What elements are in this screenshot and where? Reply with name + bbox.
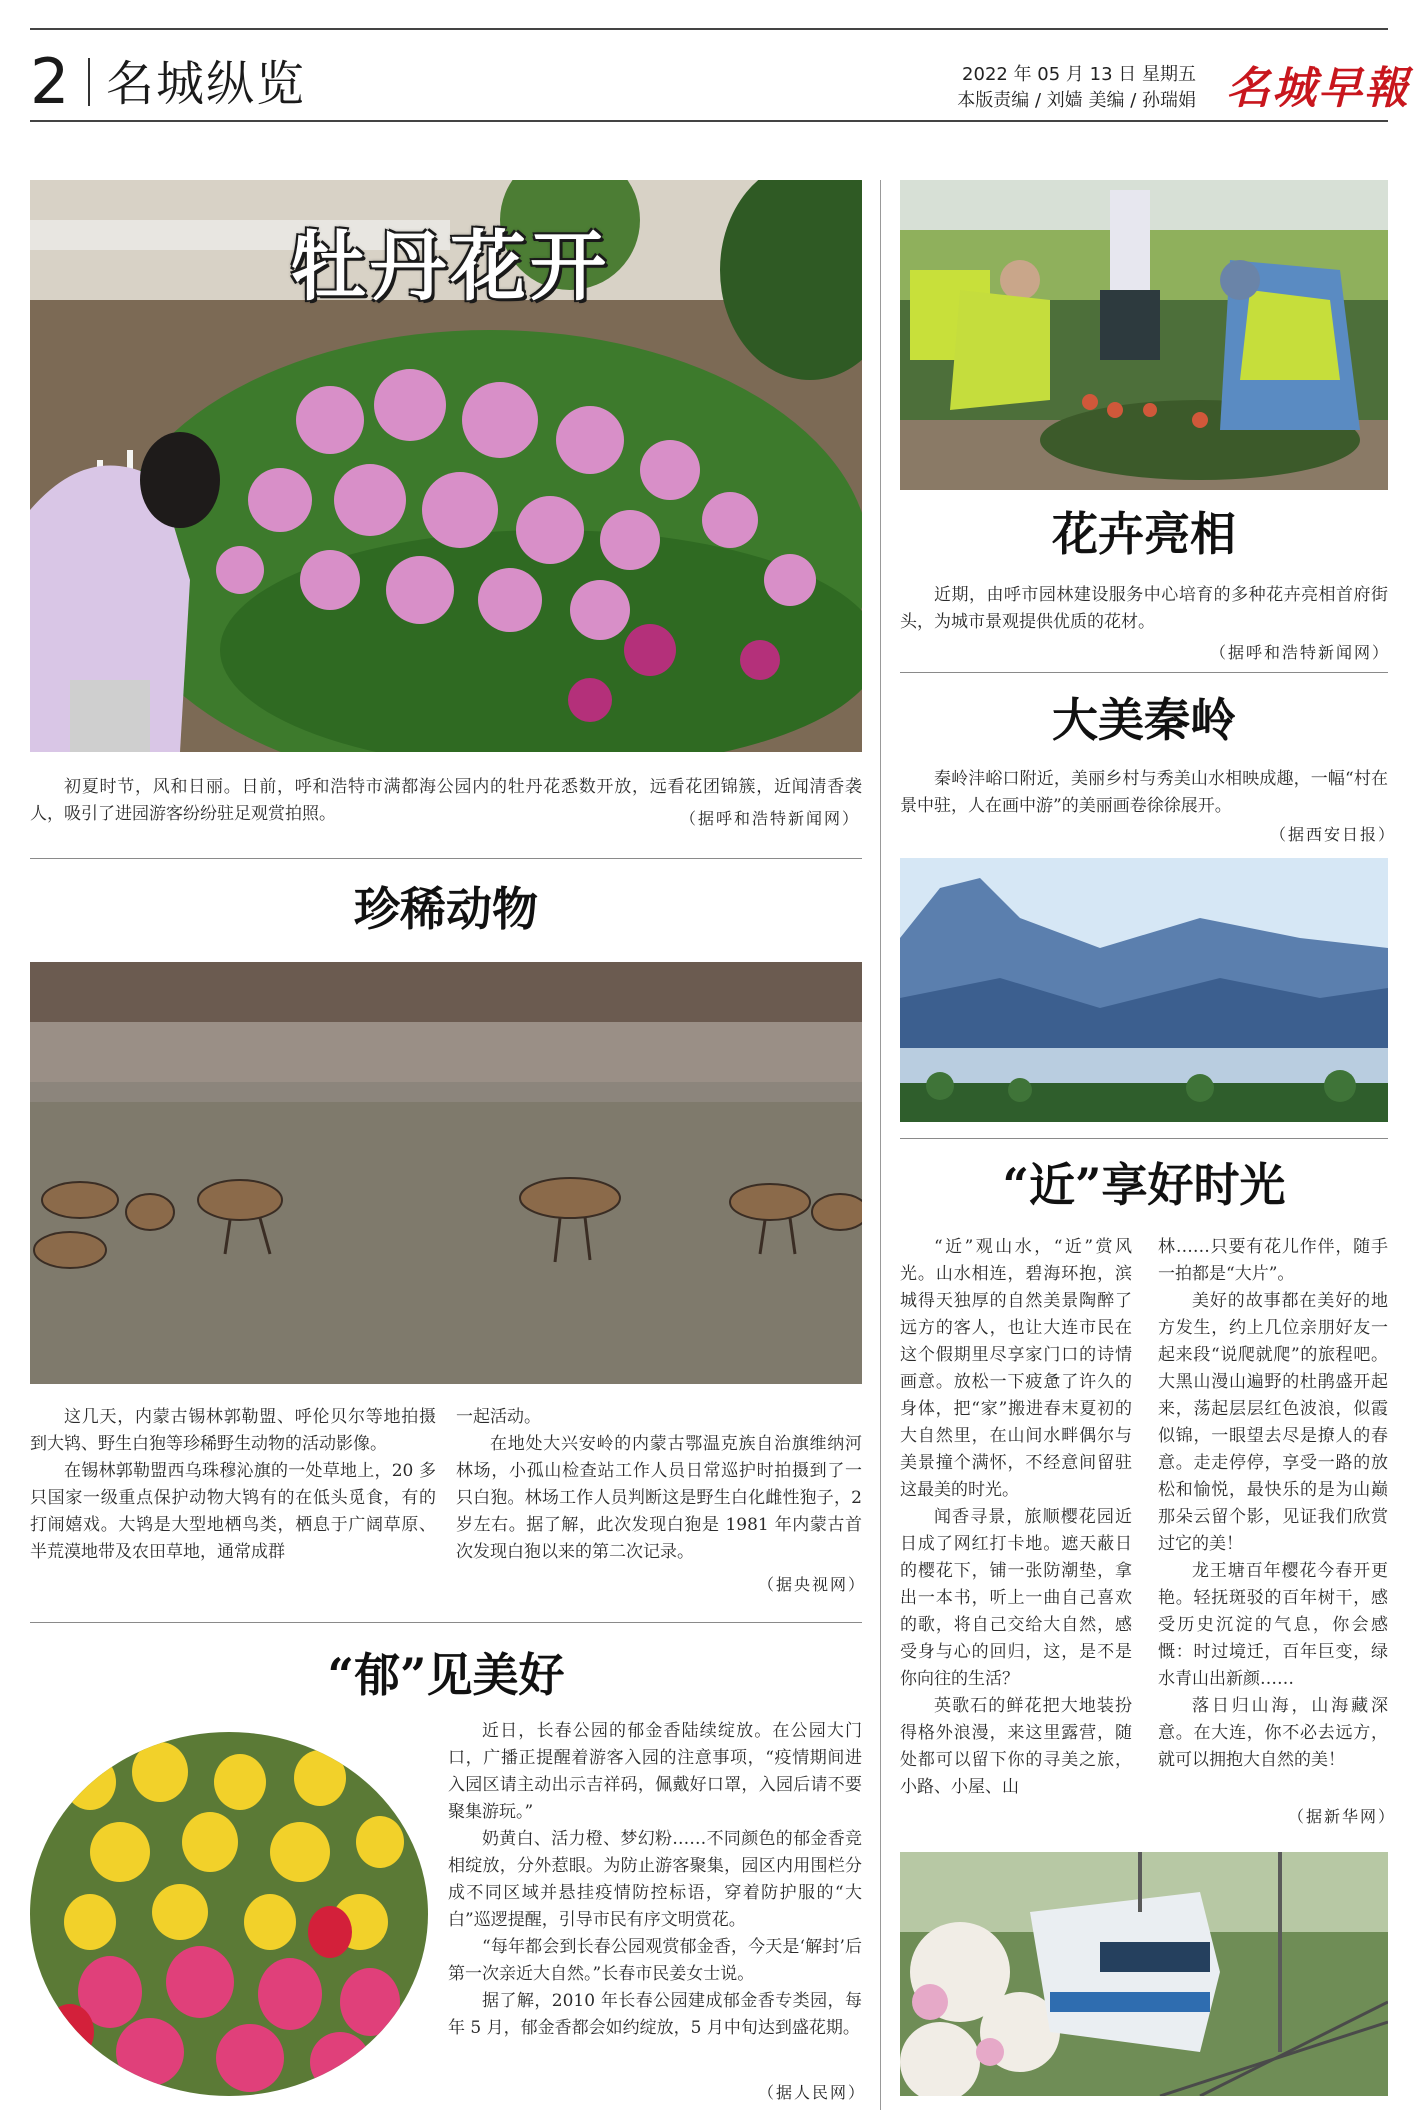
dalian-credit: （据新华网） <box>1288 1807 1397 1826</box>
dateline <box>957 62 1196 114</box>
dalian-paragraph: 美好的故事都在美好的地方发生，约上几位亲朋好友一起来段“说爬就爬”的旅程吧。大黑山漫山遍野的杜鹃盛开起来，荡起层层红色波浪，似霞似锦，一眼望去尽是撩人的春意。走走停停，享受一路的放松和愉悦，最快乐的是为山巅那朵云留个影，见证我们欣赏过它的美！ <box>1158 1291 1388 1554</box>
column-divider <box>880 180 881 2110</box>
top-rule <box>30 28 1388 30</box>
flowers-bottom-rule <box>900 672 1388 673</box>
rare-headline: 珍稀动物 <box>354 882 538 936</box>
qinling-photo <box>900 858 1388 1122</box>
tulip-paragraph: “每年都会到长春公园观赏郁金香，今天是‘解封’后第一次亲近大自然。”长春市民姜女士说。 <box>448 1937 862 1984</box>
flowers-credit: （据呼和浩特新闻网） <box>1210 643 1391 662</box>
editor-credits: 本版责编 / 刘嫱 美编 / 孙瑞娟 <box>957 90 1196 111</box>
dalian-paragraph: 林……只要有花儿作伴，随手一拍都是“大片”。 <box>1158 1237 1388 1284</box>
flowers-body <box>900 582 1388 636</box>
peony-overlay-title: 牡丹花开 <box>290 222 610 311</box>
tulip-credit: （据人民网） <box>758 2083 867 2102</box>
qinling-bottom-rule <box>900 1138 1388 1139</box>
dalian-headline: “近”享好时光 <box>1002 1158 1286 1212</box>
rare-paragraph: 在地处大兴安岭的内蒙古鄂温克族自治旗维纳河林场，小孤山检查站工作人员日常巡护时拍摄到了一只白狍。林场工作人员判断这是野生白化雌性狍子，2 岁左右。据了解，此次发现白狍是 1981 年内蒙古首次发现白狍以来的第二次记录。 <box>456 1434 862 1562</box>
rare-col-1 <box>30 1404 436 1566</box>
qinling-credit: （据西安日报） <box>1270 825 1397 844</box>
gardeners-photo <box>900 180 1388 490</box>
dalian-paragraph: 龙王塘百年樱花今春开更艳。轻抚斑驳的百年树干，感受历史沉淀的气息，你会感慨：时过境迁，百年巨变，绿水青山出新颜…… <box>1158 1561 1388 1689</box>
tulip-headline: “郁”见美好 <box>327 1648 565 1702</box>
masthead-divider <box>88 58 90 106</box>
peony-bottom-rule <box>30 858 862 859</box>
flowers-paragraph: 近期，由呼市园林建设服务中心培育的多种花卉亮相首府街头，为城市景观提供优质的花材。 <box>900 585 1388 632</box>
rare-credit: （据央视网） <box>758 1575 867 1594</box>
rare-paragraph: 在锡林郭勒盟西乌珠穆沁旗的一处草地上，20 多只国家一级重点保护动物大鸨有的在低头觅食，有的打闹嬉戏。大鸨是大型地栖鸟类，栖息于广阔草原、半荒漠地带及农田草地，通常成群 <box>30 1461 436 1562</box>
qinling-body <box>900 766 1388 820</box>
dalian-paragraph: 闻香寻景，旅顺樱花园近日成了网红打卡地。遮天蔽日的樱花下，铺一张防潮垫，拿出一本书，听上一曲自己喜欢的歌，将自己交给大自然，感受身与心的回归，这，是不是你向往的生活？ <box>900 1507 1132 1689</box>
rare-bottom-rule <box>30 1622 862 1623</box>
bustard-photo <box>30 962 862 1384</box>
peony-paragraph: 初夏时节，风和日丽。日前，呼和浩特市满都海公园内的牡丹花悉数开放，远看花团锦簇，近闻清香袭人，吸引了进园游客纷纷驻足观赏拍照。 <box>30 777 862 824</box>
tulip-paragraph: 据了解，2010 年长春公园建成郁金香专类园，每年 5 月，郁金香都会如约绽放，5 月中旬达到盛花期。 <box>448 1991 862 2038</box>
page-number: 2 <box>30 45 70 118</box>
issue-date: 2022 年 05 月 13 日 星期五 <box>962 64 1196 85</box>
flowers-headline: 花卉亮相 <box>1052 507 1236 561</box>
tulip-paragraph: 奶黄白、活力橙、梦幻粉……不同颜色的郁金香竞相绽放，分外惹眼。为防止游客聚集，园区内用围栏分成不同区域并悬挂疫情防控标语，穿着防护服的“大白”巡逻提醒，引导市民有序文明赏花。 <box>448 1829 862 1930</box>
masthead-bottom-rule <box>30 120 1388 122</box>
dalian-paragraph: 英歌石的鲜花把大地装扮得格外浪漫，来这里露营，随处都可以留下你的寻美之旅，小路、小屋、山 <box>900 1696 1132 1797</box>
tulip-photo <box>30 1732 428 2096</box>
dalian-col-2 <box>1158 1234 1388 1774</box>
tulip-paragraph: 近日，长春公园的郁金香陆续绽放。在公园大门口，广播正提醒着游客入园的注意事项，“疫情期间进入园区请主动出示吉祥码，佩戴好口罩，入园后请不要聚集游玩。” <box>448 1721 862 1822</box>
rare-paragraph: 一起活动。 <box>456 1407 541 1427</box>
qinling-paragraph: 秦岭沣峪口附近，美丽乡村与秀美山水相映成趣，一幅“村在景中驻，人在画中游”的美丽画卷徐徐展开。 <box>900 769 1388 816</box>
dalian-paragraph: “近”观山水，“近”赏风光。山水相连，碧海环抱，滨城得天独厚的自然美景陶醉了远方的客人，也让大连市民在这个假期里尽享家门口的诗情画意。放松一下疲惫了许久的身体，把“家”搬进春末夏初的大自然里，在山间水畔偶尔与美景撞个满怀，不经意间留驻这最美的时光。 <box>900 1237 1132 1500</box>
newspaper-logo: 名城早報 <box>1226 63 1410 114</box>
dalian-col-1 <box>900 1234 1132 1801</box>
rare-col-2 <box>456 1404 862 1566</box>
tulip-body <box>448 1718 862 2042</box>
section-title: 名城纵览 <box>106 56 307 112</box>
peony-credit: （据呼和浩特新闻网） <box>680 809 861 828</box>
dalian-paragraph: 落日归山海，山海藏深意。在大连，你不必去远方，就可以拥抱大自然的美！ <box>1158 1696 1388 1770</box>
tram-photo <box>900 1852 1388 2096</box>
qinling-headline: 大美秦岭 <box>1052 693 1236 747</box>
rare-paragraph: 这几天，内蒙古锡林郭勒盟、呼伦贝尔等地拍摄到大鸨、野生白狍等珍稀野生动物的活动影像。 <box>30 1407 436 1454</box>
